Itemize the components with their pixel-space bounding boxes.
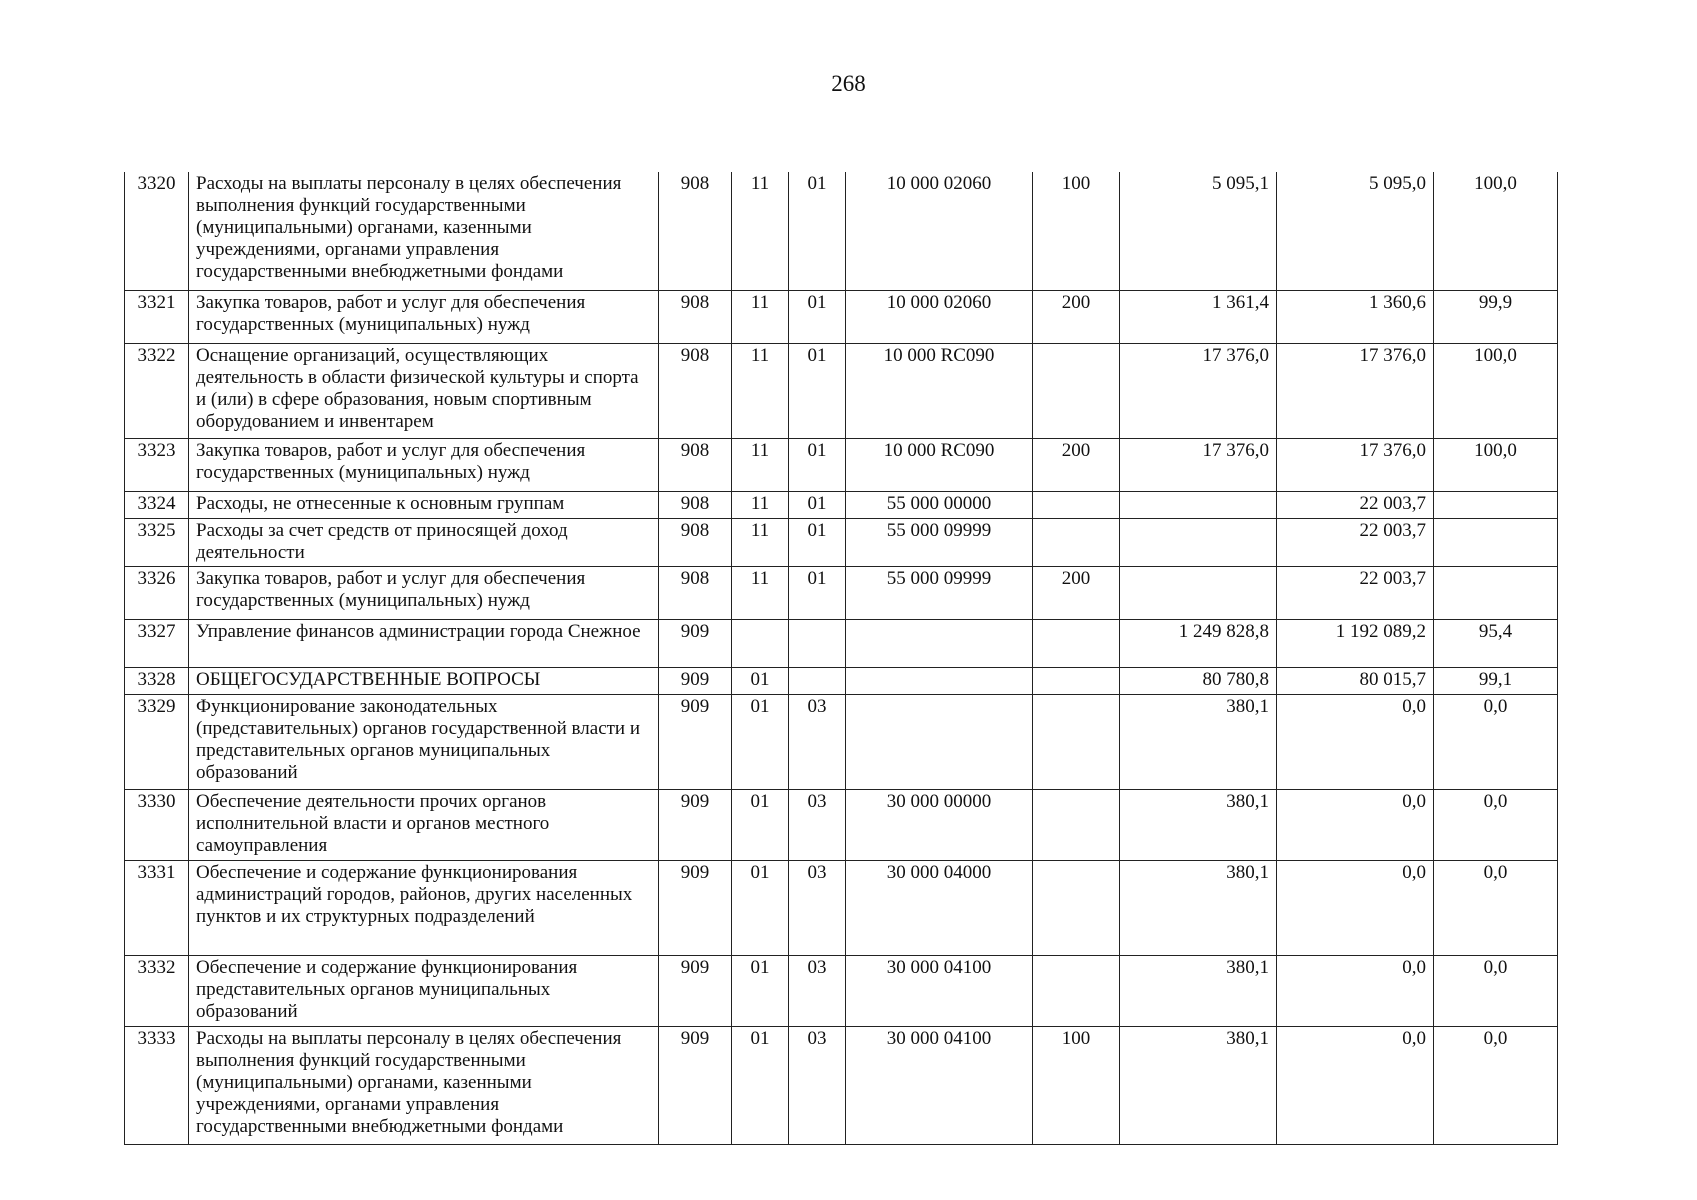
subsection-code-cell: 03	[789, 694, 846, 789]
planned-amount-cell: 5 095,1	[1120, 172, 1277, 290]
target-article-cell	[846, 667, 1033, 694]
ministry-code-cell: 908	[659, 172, 732, 290]
table-row	[125, 955, 1558, 1026]
section-code-cell: 01	[732, 1026, 789, 1144]
section-code-cell: 01	[732, 667, 789, 694]
section-code-cell: 11	[732, 491, 789, 518]
subsection-code-cell: 03	[789, 955, 846, 1026]
actual-amount-cell: 5 095,0	[1277, 172, 1434, 290]
expense-name-cell: Расходы на выплаты персоналу в целях обеспечения выполнения функций государственными (муниципальными) органами, казенными учреждениями, органами управления государственными внебюджетными фондами	[189, 172, 659, 290]
ministry-code-cell: 909	[659, 860, 732, 955]
expense-name-cell: Управление финансов администрации города Снежное	[189, 619, 659, 667]
planned-amount-cell: 380,1	[1120, 789, 1277, 860]
table-row	[125, 694, 1558, 789]
ministry-code-cell: 908	[659, 290, 732, 343]
execution-percent-cell: 0,0	[1434, 955, 1558, 1026]
section-code-cell: 01	[732, 860, 789, 955]
planned-amount-cell: 1 361,4	[1120, 290, 1277, 343]
target-article-cell: 10 000 02060	[846, 172, 1033, 290]
target-article-cell	[846, 619, 1033, 667]
planned-amount-cell: 380,1	[1120, 694, 1277, 789]
expense-type-cell	[1033, 491, 1120, 518]
target-article-cell: 10 000 02060	[846, 290, 1033, 343]
row-number-cell: 3330	[125, 789, 189, 860]
section-code-cell: 11	[732, 343, 789, 438]
expense-type-cell	[1033, 619, 1120, 667]
row-number-cell: 3321	[125, 290, 189, 343]
row-number-cell: 3333	[125, 1026, 189, 1144]
planned-amount-cell: 1 249 828,8	[1120, 619, 1277, 667]
actual-amount-cell: 22 003,7	[1277, 491, 1434, 518]
planned-amount-cell: 380,1	[1120, 1026, 1277, 1144]
actual-amount-cell: 22 003,7	[1277, 518, 1434, 566]
section-code-cell	[732, 619, 789, 667]
actual-amount-cell: 0,0	[1277, 694, 1434, 789]
section-code-cell: 11	[732, 438, 789, 491]
table-row	[125, 172, 1558, 290]
ministry-code-cell: 908	[659, 518, 732, 566]
execution-percent-cell	[1434, 566, 1558, 619]
row-number-cell: 3323	[125, 438, 189, 491]
actual-amount-cell: 1 192 089,2	[1277, 619, 1434, 667]
planned-amount-cell: 380,1	[1120, 860, 1277, 955]
subsection-code-cell: 03	[789, 1026, 846, 1144]
expense-type-cell	[1033, 343, 1120, 438]
expense-type-cell	[1033, 955, 1120, 1026]
row-number-cell: 3328	[125, 667, 189, 694]
subsection-code-cell: 03	[789, 860, 846, 955]
subsection-code-cell: 01	[789, 343, 846, 438]
section-code-cell: 11	[732, 290, 789, 343]
row-number-cell: 3326	[125, 566, 189, 619]
expense-name-cell: ОБЩЕГОСУДАРСТВЕННЫЕ ВОПРОСЫ	[189, 667, 659, 694]
expense-name-cell: Закупка товаров, работ и услуг для обеспечения государственных (муниципальных) нужд	[189, 290, 659, 343]
execution-percent-cell: 99,9	[1434, 290, 1558, 343]
ministry-code-cell: 909	[659, 955, 732, 1026]
planned-amount-cell: 80 780,8	[1120, 667, 1277, 694]
table-row	[125, 290, 1558, 343]
execution-percent-cell: 0,0	[1434, 789, 1558, 860]
target-article-cell: 30 000 04100	[846, 955, 1033, 1026]
expense-type-cell	[1033, 860, 1120, 955]
planned-amount-cell	[1120, 491, 1277, 518]
subsection-code-cell: 01	[789, 566, 846, 619]
table-row	[125, 1026, 1558, 1144]
row-number-cell: 3332	[125, 955, 189, 1026]
ministry-code-cell: 909	[659, 789, 732, 860]
planned-amount-cell: 17 376,0	[1120, 438, 1277, 491]
actual-amount-cell: 22 003,7	[1277, 566, 1434, 619]
subsection-code-cell	[789, 667, 846, 694]
expense-name-cell: Функционирование законодательных (представительных) органов государственной власти и представительных органов муниципальных образований	[189, 694, 659, 789]
ministry-code-cell: 909	[659, 694, 732, 789]
row-number-cell: 3322	[125, 343, 189, 438]
expense-name-cell: Обеспечение деятельности прочих органов исполнительной власти и органов местного самоуправления	[189, 789, 659, 860]
planned-amount-cell: 380,1	[1120, 955, 1277, 1026]
target-article-cell: 30 000 04100	[846, 1026, 1033, 1144]
table-row	[125, 438, 1558, 491]
ministry-code-cell: 909	[659, 619, 732, 667]
target-article-cell: 10 000 RC090	[846, 438, 1033, 491]
expense-name-cell: Закупка товаров, работ и услуг для обеспечения государственных (муниципальных) нужд	[189, 566, 659, 619]
subsection-code-cell: 01	[789, 518, 846, 566]
table-row	[125, 860, 1558, 955]
execution-percent-cell	[1434, 491, 1558, 518]
section-code-cell: 11	[732, 172, 789, 290]
expense-type-cell: 200	[1033, 438, 1120, 491]
table-row	[125, 491, 1558, 518]
expense-type-cell	[1033, 667, 1120, 694]
subsection-code-cell: 01	[789, 172, 846, 290]
ministry-code-cell: 909	[659, 1026, 732, 1144]
ministry-code-cell: 908	[659, 491, 732, 518]
actual-amount-cell: 0,0	[1277, 955, 1434, 1026]
actual-amount-cell: 0,0	[1277, 789, 1434, 860]
actual-amount-cell: 17 376,0	[1277, 438, 1434, 491]
execution-percent-cell: 95,4	[1434, 619, 1558, 667]
expense-name-cell: Расходы на выплаты персоналу в целях обеспечения выполнения функций государственными (муниципальными) органами, казенными учреждениями, органами управления государственными внебюджетными фондами	[189, 1026, 659, 1144]
row-number-cell: 3329	[125, 694, 189, 789]
row-number-cell: 3327	[125, 619, 189, 667]
execution-percent-cell: 100,0	[1434, 438, 1558, 491]
expense-name-cell: Закупка товаров, работ и услуг для обеспечения государственных (муниципальных) нужд	[189, 438, 659, 491]
page-number: 268	[831, 71, 866, 96]
row-number-cell: 3320	[125, 172, 189, 290]
execution-percent-cell: 0,0	[1434, 860, 1558, 955]
subsection-code-cell: 01	[789, 438, 846, 491]
expense-name-cell: Обеспечение и содержание функционирования администраций городов, районов, других населенных пунктов и их структурных подразделений	[189, 860, 659, 955]
actual-amount-cell: 17 376,0	[1277, 343, 1434, 438]
execution-percent-cell: 0,0	[1434, 1026, 1558, 1144]
target-article-cell: 30 000 04000	[846, 860, 1033, 955]
ministry-code-cell: 908	[659, 438, 732, 491]
target-article-cell: 55 000 09999	[846, 518, 1033, 566]
expense-type-cell: 100	[1033, 1026, 1120, 1144]
planned-amount-cell: 17 376,0	[1120, 343, 1277, 438]
planned-amount-cell	[1120, 518, 1277, 566]
section-code-cell: 01	[732, 955, 789, 1026]
execution-percent-cell	[1434, 518, 1558, 566]
section-code-cell: 01	[732, 789, 789, 860]
table-row	[125, 566, 1558, 619]
target-article-cell: 55 000 09999	[846, 566, 1033, 619]
expense-name-cell: Расходы за счет средств от приносящей доход деятельности	[189, 518, 659, 566]
table-row	[125, 518, 1558, 566]
target-article-cell	[846, 694, 1033, 789]
target-article-cell: 10 000 RC090	[846, 343, 1033, 438]
ministry-code-cell: 909	[659, 667, 732, 694]
execution-percent-cell: 99,1	[1434, 667, 1558, 694]
actual-amount-cell: 1 360,6	[1277, 290, 1434, 343]
subsection-code-cell: 03	[789, 789, 846, 860]
section-code-cell: 01	[732, 694, 789, 789]
ministry-code-cell: 908	[659, 566, 732, 619]
table-row	[125, 667, 1558, 694]
ministry-code-cell: 908	[659, 343, 732, 438]
row-number-cell: 3331	[125, 860, 189, 955]
table-row	[125, 619, 1558, 667]
expense-type-cell: 200	[1033, 566, 1120, 619]
row-number-cell: 3325	[125, 518, 189, 566]
expense-type-cell	[1033, 518, 1120, 566]
planned-amount-cell	[1120, 566, 1277, 619]
subsection-code-cell: 01	[789, 290, 846, 343]
expense-type-cell: 200	[1033, 290, 1120, 343]
expense-name-cell: Обеспечение и содержание функционирования представительных органов муниципальных образований	[189, 955, 659, 1026]
expense-name-cell: Оснащение организаций, осуществляющих деятельность в области физической культуры и спорта и (или) в сфере образования, новым спортивным оборудованием и инвентарем	[189, 343, 659, 438]
table-row	[125, 343, 1558, 438]
table-row	[125, 789, 1558, 860]
expense-type-cell	[1033, 694, 1120, 789]
subsection-code-cell: 01	[789, 491, 846, 518]
target-article-cell: 30 000 00000	[846, 789, 1033, 860]
subsection-code-cell	[789, 619, 846, 667]
expense-type-cell: 100	[1033, 172, 1120, 290]
expense-name-cell: Расходы, не отнесенные к основным группам	[189, 491, 659, 518]
expense-type-cell	[1033, 789, 1120, 860]
actual-amount-cell: 0,0	[1277, 1026, 1434, 1144]
budget-table	[124, 172, 1558, 1145]
execution-percent-cell: 100,0	[1434, 172, 1558, 290]
target-article-cell: 55 000 00000	[846, 491, 1033, 518]
row-number-cell: 3324	[125, 491, 189, 518]
execution-percent-cell: 100,0	[1434, 343, 1558, 438]
execution-percent-cell: 0,0	[1434, 694, 1558, 789]
actual-amount-cell: 80 015,7	[1277, 667, 1434, 694]
section-code-cell: 11	[732, 566, 789, 619]
section-code-cell: 11	[732, 518, 789, 566]
actual-amount-cell: 0,0	[1277, 860, 1434, 955]
